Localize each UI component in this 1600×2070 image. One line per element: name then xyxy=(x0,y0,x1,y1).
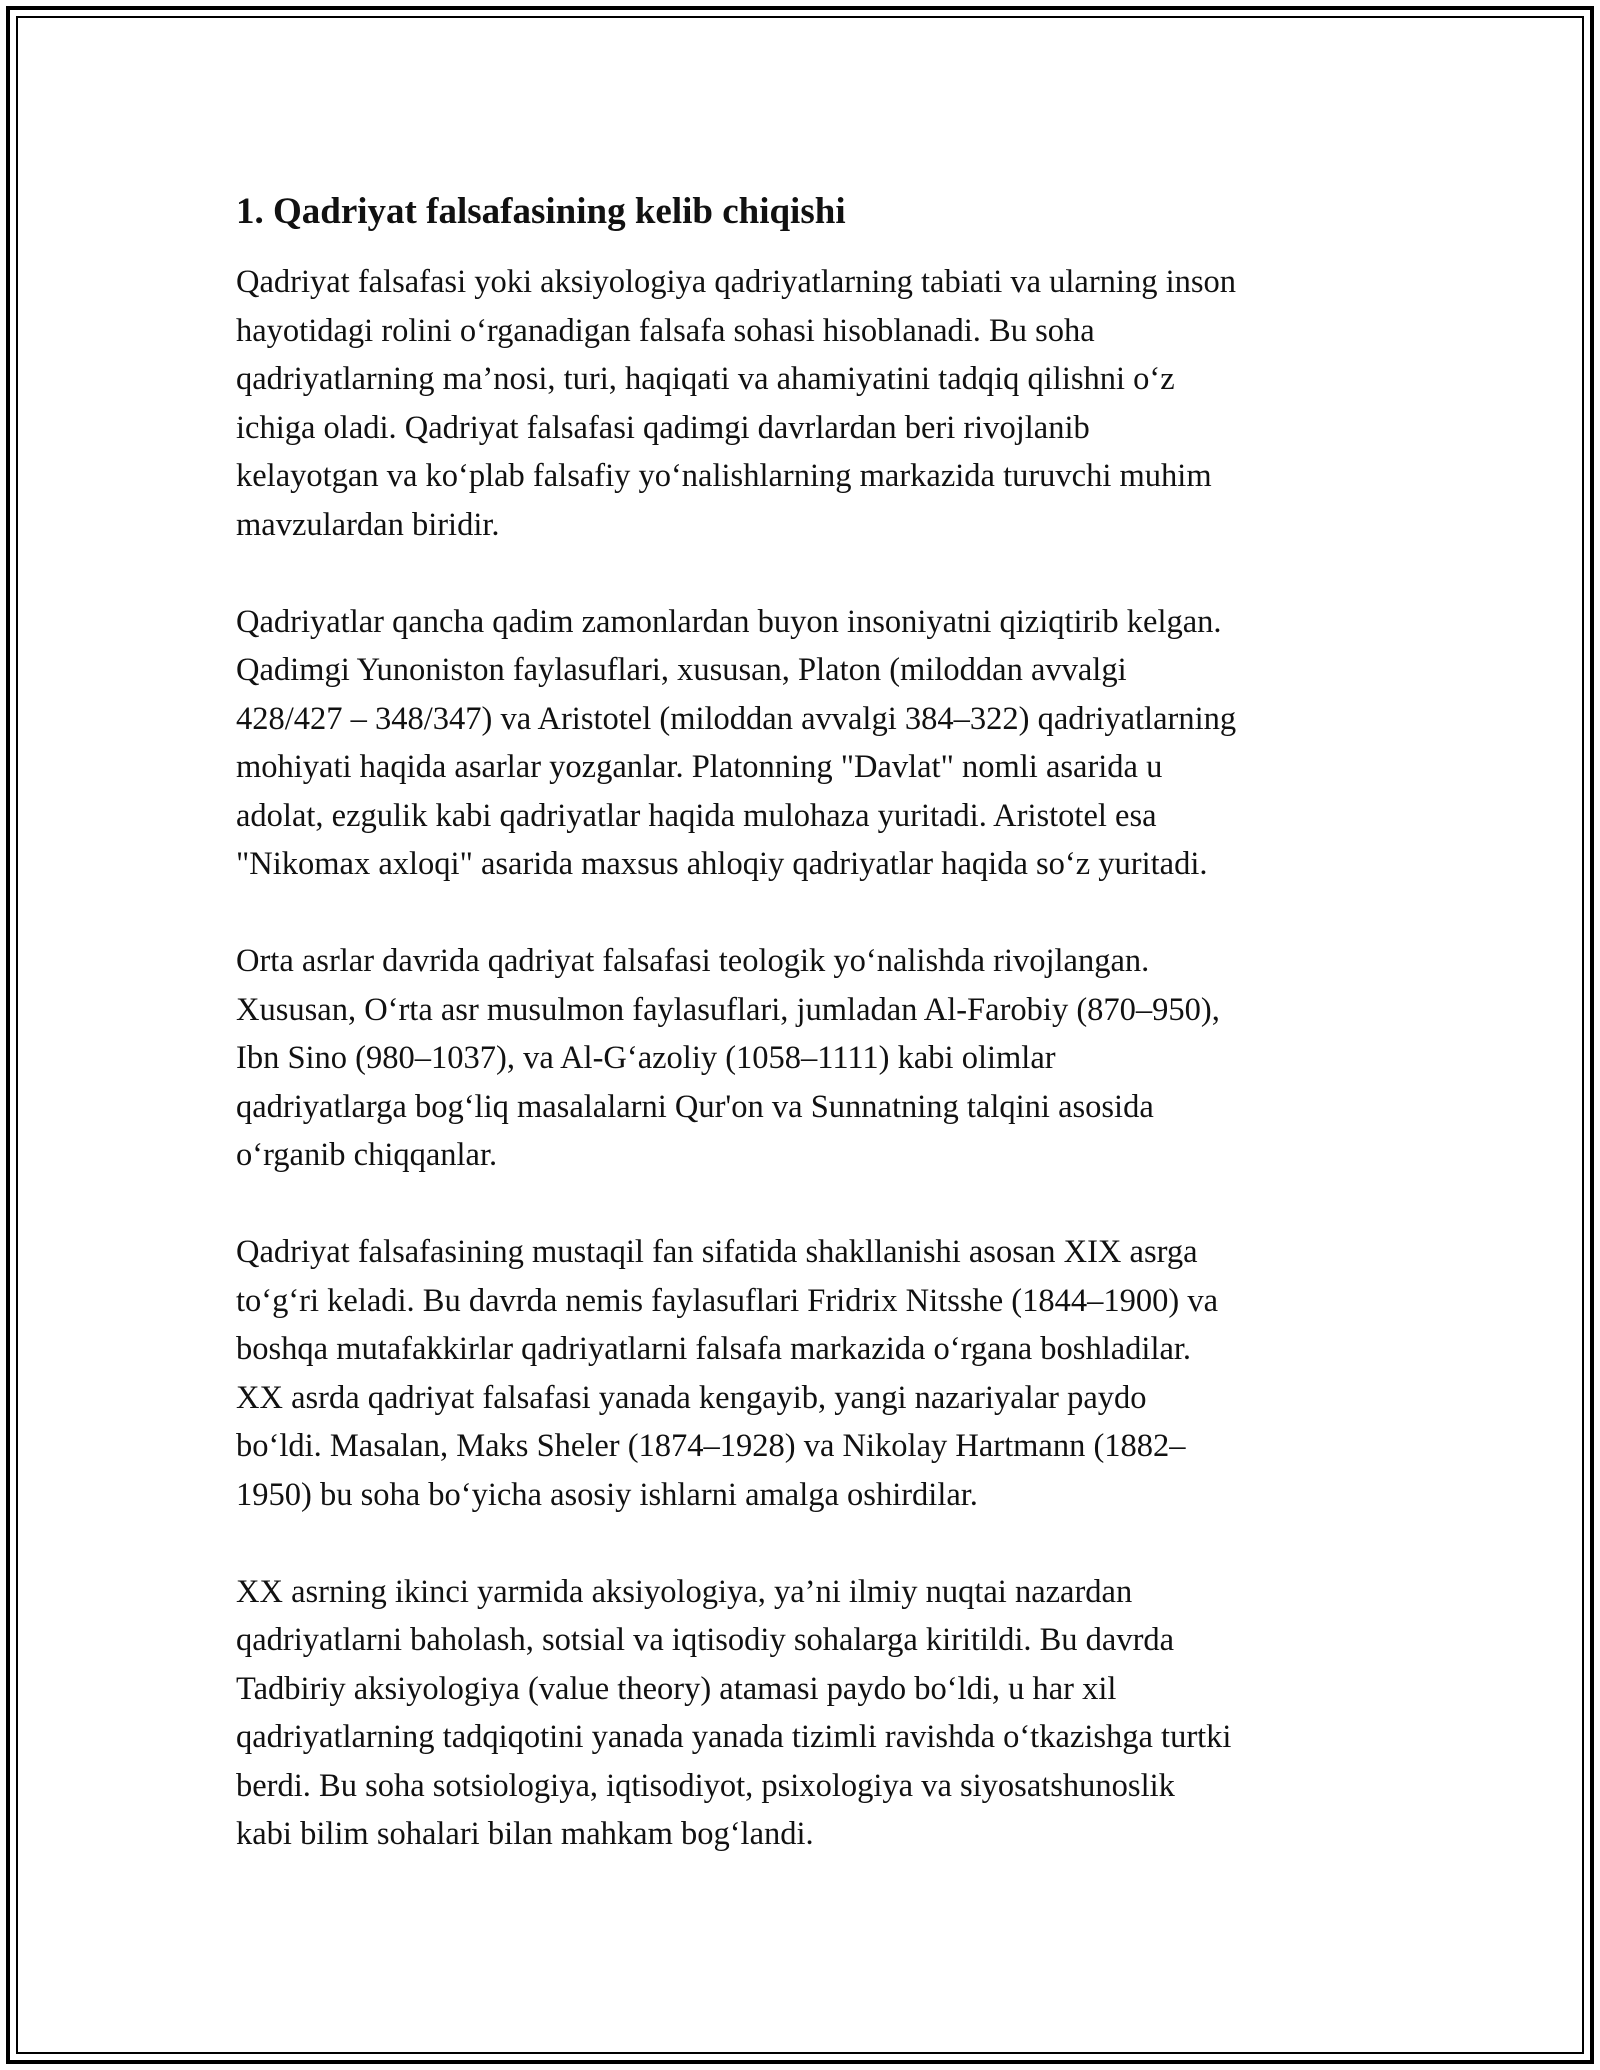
paragraph-4: Qadriyat falsafasining mustaqil fan sifatida shakllanishi asosan XIX asrga to‘g‘ri keladi. Bu davrda nemis faylasuflari Fridrix Nitsshe (1844–1900) va boshqa mutafakkirlar qadriyatlarni falsafa markazida o‘rgana boshladilar. XX asrda qadriyat falsafasi yanada kengayib, yangi nazariyalar paydo bo‘ldi. Masalan, Maks Sheler (1874–1928) va Nikolay Hartmann (1882– 1950) bu soha bo‘yicha asosiy ishlarni amalga oshirdilar. xyxy=(236,1234,1218,1513)
document-body xyxy=(236,188,1386,1907)
paragraph-5: XX asrning ikinci yarmida aksiyologiya, ya’ni ilmiy nuqtai nazardan qadriyatlarni baholash, sotsial va iqtisodiy sohalarga kiritildi. Bu davrda Tadbiriy aksiyologiya (value theory) atamasi paydo bo‘ldi, u har xil qadriyatlarning tadqiqotini yanada yanada tizimli ravishda o‘tkazishga turtki berdi. Bu soha sotsiologiya, iqtisodiyot, psixologiya va siyosatshunoslik kabi bilim sohalari bilan mahkam bog‘landi. xyxy=(236,1573,1232,1852)
paragraph-3: Orta asrlar davrida qadriyat falsafasi teologik yo‘nalishda rivojlangan. Xususan, O‘rta asr musulmon faylasuflari, jumladan Al-Farobiy (870–950), Ibn Sino (980–1037), va Al-G‘azoliy (1058–1111) kabi olimlar qadriyatlarga bog‘liq masalalarni Qur'on va Sunnatning talqini asosida o‘rganib chiqqanlar. xyxy=(236,943,1220,1173)
paragraph-1: Qadriyat falsafasi yoki aksiyologiya qadriyatlarning tabiati va ularning inson hayotidagi rolini o‘rganadigan falsafa sohasi hisoblanadi. Bu soha qadriyatlarning ma’nosi, turi, haqiqati va ahamiyatini tadqiq qilishni o‘z ichiga oladi. Qadriyat falsafasi qadimgi davrlardan beri rivojlanib kelayotgan va ko‘plab falsafiy yo‘nalishlarning markazida turuvchi muhim mavzulardan biridir. xyxy=(236,264,1237,543)
section-heading: 1. Qadriyat falsafasining kelib chiqishi xyxy=(236,191,846,232)
paragraph-2: Qadriyatlar qancha qadim zamonlardan buyon insoniyatni qiziqtirib kelgan. Qadimgi Yunoniston faylasuflari, xususan, Platon (miloddan avvalgi 428/427 – 348/347) va Aristotel (miloddan avvalgi 384–322) qadriyatlarning mohiyati haqida asarlar yozganlar. Platonning "Davlat" nomli asarida u adolat, ezgulik kabi qadriyatlar haqida mulohaza yuritadi. Aristotel esa "Nikomax axloqi" asarida maxsus ahloqiy qadriyatlar haqida so‘z yuritadi. xyxy=(236,603,1237,882)
